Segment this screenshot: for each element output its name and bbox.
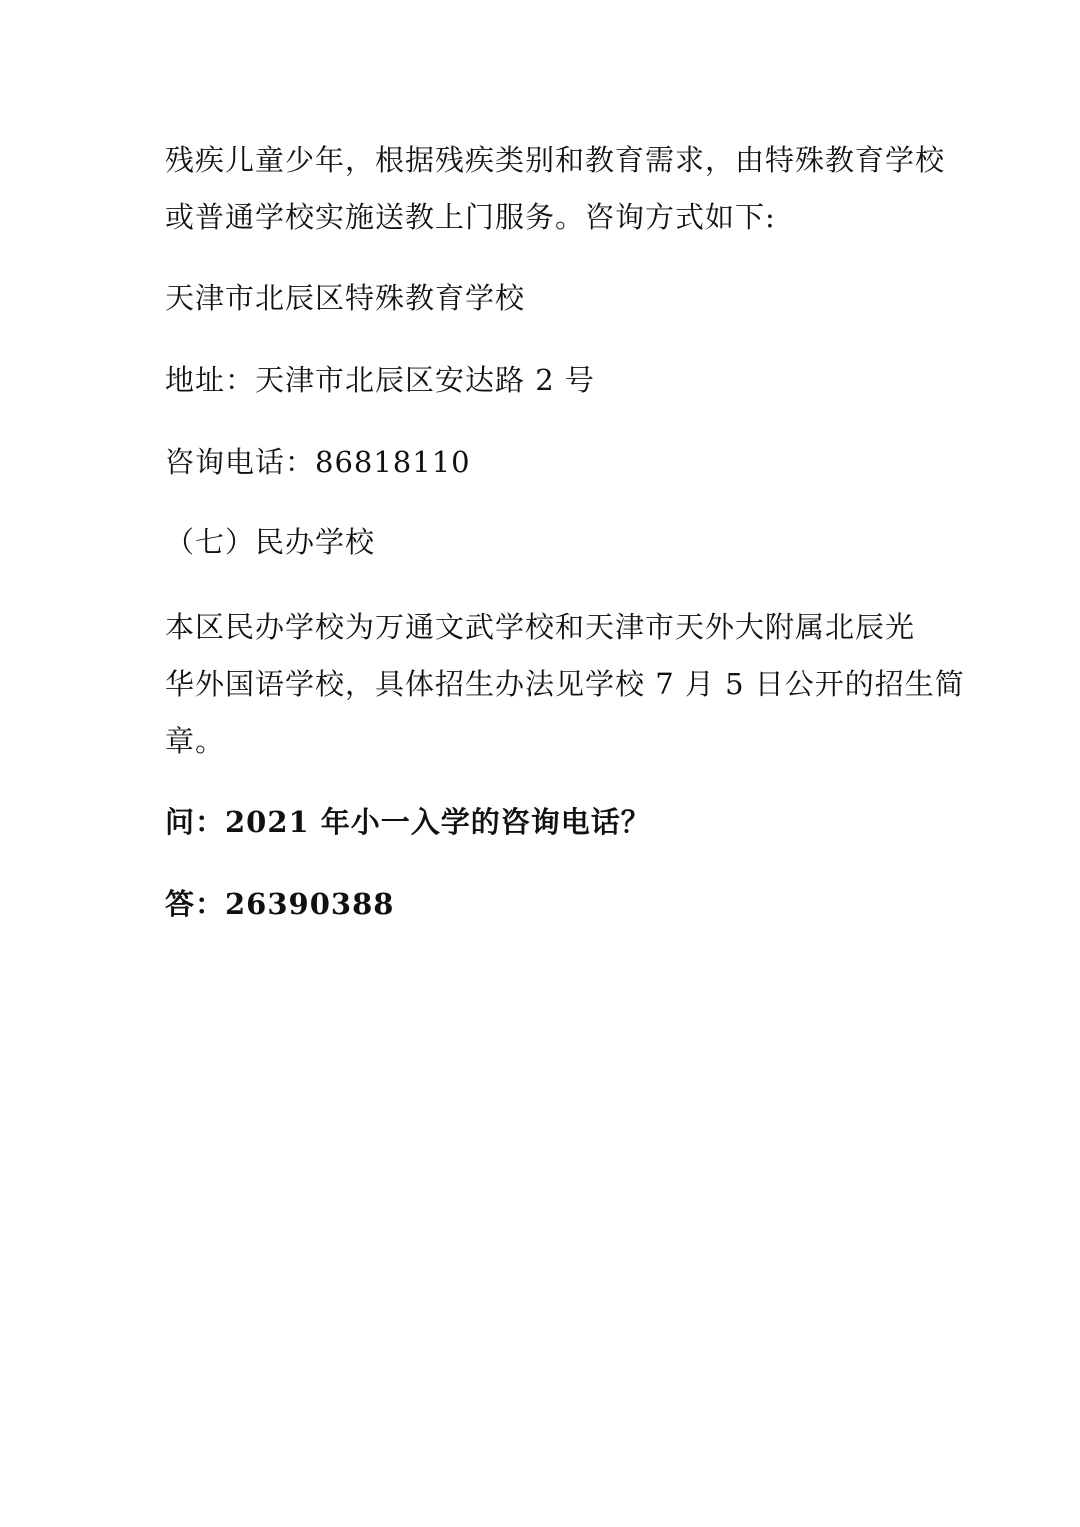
school-name: 天津市北辰区特殊教育学校 (165, 281, 526, 315)
paragraph-1-line-1: 残疾儿童少年，根据残疾类别和教育需求，由特殊教育学校 (165, 143, 946, 177)
answer: 答：26390388 (165, 887, 395, 921)
paragraph-2-line-3: 章。 (165, 724, 226, 758)
paragraph-2-line-1: 本区民办学校为万通文武学校和天津市天外大附属北辰光 (165, 610, 916, 644)
question: 问：2021 年小一入学的咨询电话？ (165, 805, 651, 839)
school-address: 地址：天津市北辰区安达路 2 号 (165, 363, 595, 397)
paragraph-1-line-2: 或普通学校实施送教上门服务。咨询方式如下: (165, 200, 776, 234)
paragraph-2-line-2: 华外国语学校，具体招生办法见学校 7 月 5 日公开的招生简 (165, 667, 965, 701)
section-heading: （七）民办学校 (165, 525, 376, 559)
consultation-phone: 咨询电话：86818110 (165, 445, 471, 479)
